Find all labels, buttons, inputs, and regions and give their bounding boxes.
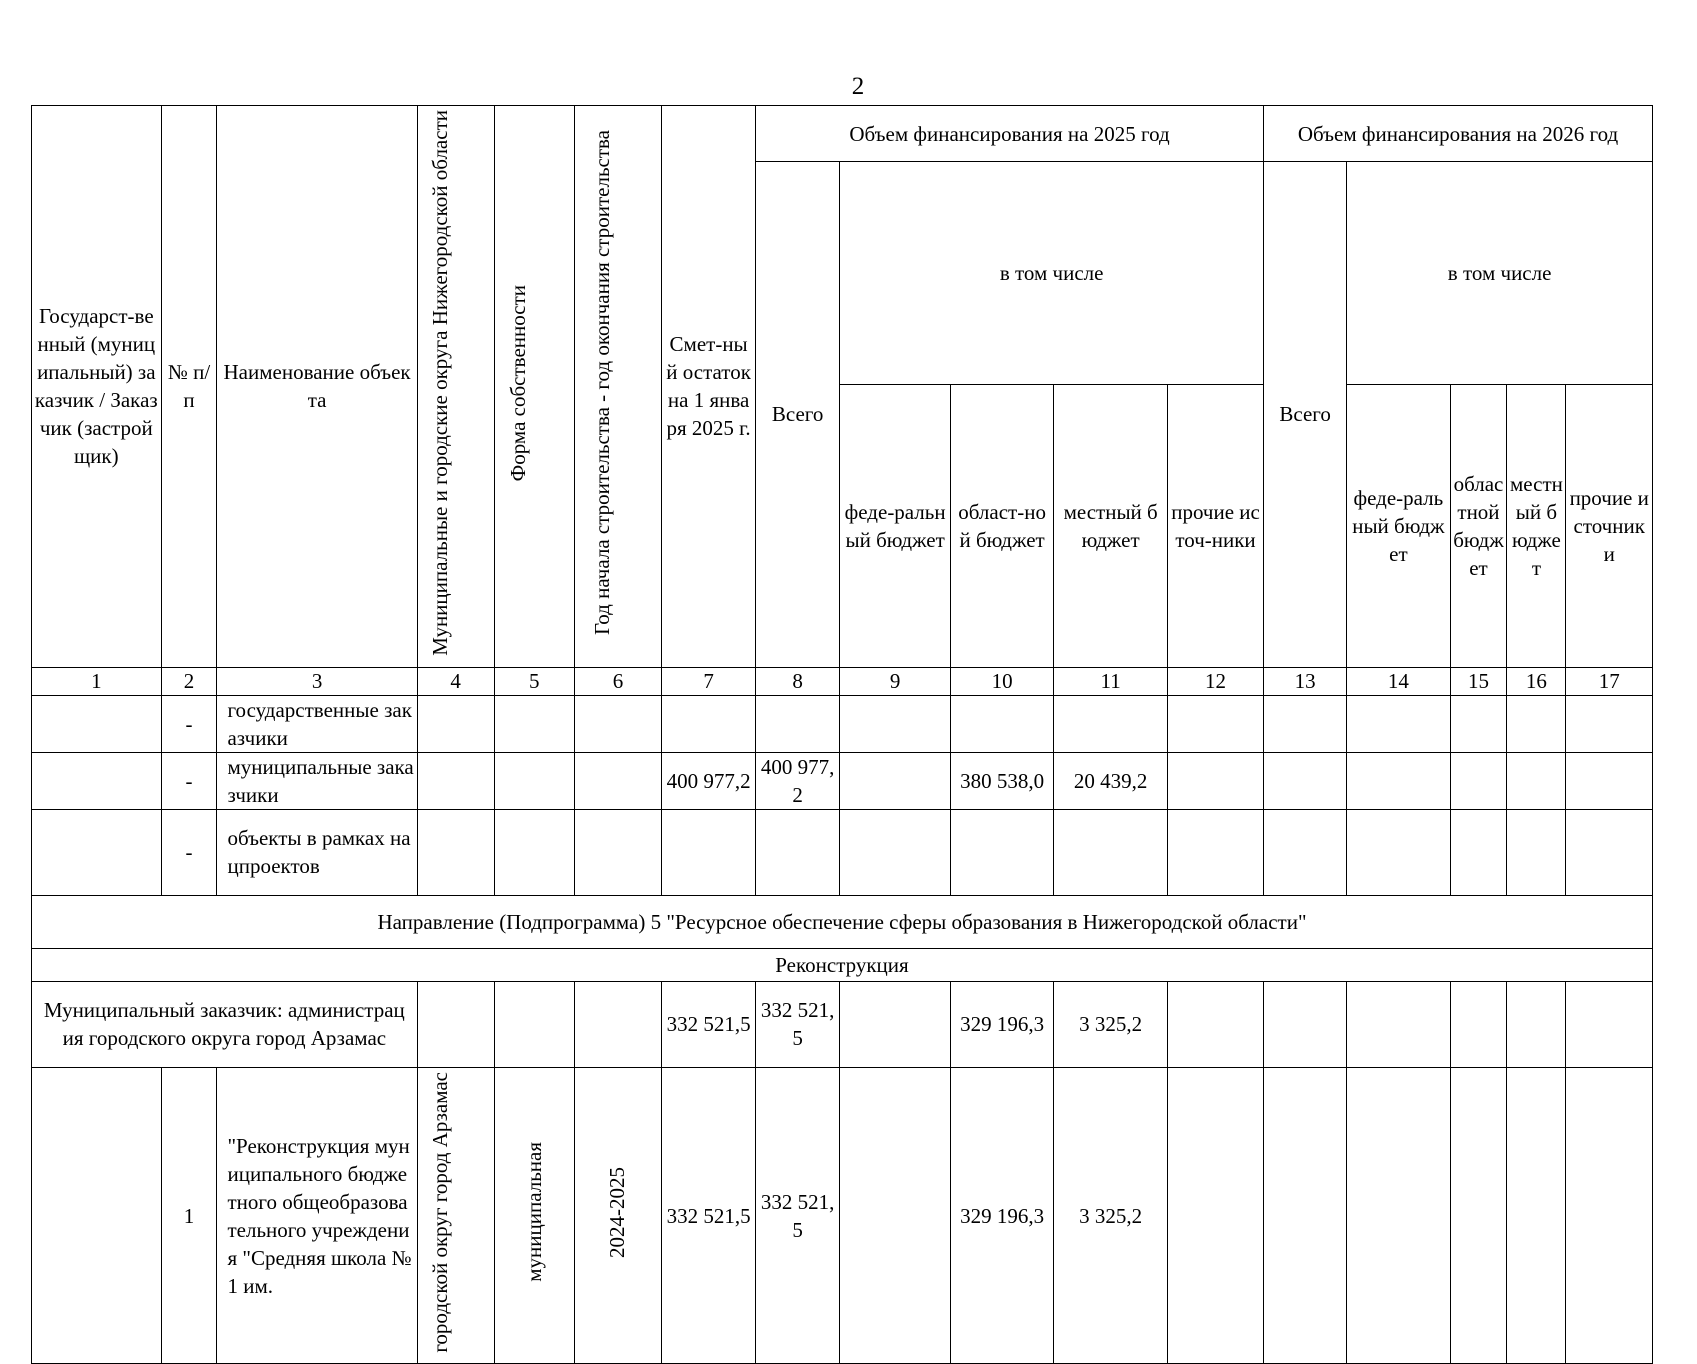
cell-total-2025: 400 977,2 xyxy=(756,752,840,809)
header-regional-2025: област-ной бюджет xyxy=(950,384,1053,667)
object-years: 2024-2025 xyxy=(574,1067,661,1364)
cell-local-2025: 20 439,2 xyxy=(1054,752,1168,809)
column-number: 4 xyxy=(417,667,494,695)
row-name: государственные заказчики xyxy=(217,695,417,752)
object-municipality: городской округ город Арзамас xyxy=(417,1067,494,1364)
column-number: 12 xyxy=(1168,667,1264,695)
row-dash: - xyxy=(161,695,217,752)
object-ownership: муниципальная xyxy=(494,1067,574,1364)
object-index: 1 xyxy=(161,1067,217,1364)
object-name: "Реконструкция муниципального бюджетного общеобразовательного учреждения "Средняя школа № 1 им. xyxy=(217,1067,417,1364)
column-number: 11 xyxy=(1054,667,1168,695)
cell-balance: 332 521,5 xyxy=(662,981,756,1067)
header-balance: Смет-ный остаток на 1 января 2025 г. xyxy=(662,106,756,668)
row-name: муниципальные заказчики xyxy=(217,752,417,809)
investment-program-table xyxy=(31,105,1653,1364)
header-index: № п/п xyxy=(161,106,217,668)
header-total-2025: Всего xyxy=(756,162,840,668)
cell-regional-2025: 329 196,3 xyxy=(950,1067,1053,1364)
page-number: 2 xyxy=(851,73,865,100)
column-number: 14 xyxy=(1347,667,1450,695)
column-number: 1 xyxy=(32,667,162,695)
column-number: 16 xyxy=(1507,667,1566,695)
cell-balance: 400 977,2 xyxy=(662,752,756,809)
header-customer: Государст-венный (муниципальный) заказчик / Заказчик (застройщик) xyxy=(32,106,162,668)
column-number: 13 xyxy=(1263,667,1346,695)
column-number: 9 xyxy=(840,667,951,695)
header-other-2025: прочие источ-ники xyxy=(1168,384,1264,667)
header-ownership: Форма собственности xyxy=(494,106,574,668)
customer-name: Муниципальный заказчик: администрация городского округа город Арзамас xyxy=(32,981,418,1067)
column-number: 6 xyxy=(574,667,661,695)
header-object-name: Наименование объекта xyxy=(217,106,417,668)
header-local-2026: местный бюджет xyxy=(1507,384,1566,667)
section-reconstruction: Реконструкция xyxy=(32,948,1653,981)
cell-regional-2025: 380 538,0 xyxy=(950,752,1053,809)
header-federal-2026: феде-ральный бюджет xyxy=(1347,384,1450,667)
row-name: объекты в рамках нацпроектов xyxy=(217,809,417,895)
header-other-2026: прочие источники xyxy=(1566,384,1653,667)
column-number: 7 xyxy=(662,667,756,695)
row-dash: - xyxy=(161,809,217,895)
column-number: 10 xyxy=(950,667,1053,695)
table-row xyxy=(32,752,1653,809)
column-number: 15 xyxy=(1450,667,1507,695)
header-years: Год начала строительства - год окончания строительства xyxy=(574,106,661,668)
column-number: 5 xyxy=(494,667,574,695)
cell-total-2025: 332 521,5 xyxy=(756,1067,840,1364)
header-local-2025: местный бюджет xyxy=(1054,384,1168,667)
header-financing-2025: Объем финансирования на 2025 год xyxy=(756,106,1264,162)
cell-balance: 332 521,5 xyxy=(662,1067,756,1364)
row-dash: - xyxy=(161,752,217,809)
header-including-2026: в том числе xyxy=(1347,162,1653,385)
table-row xyxy=(32,981,1653,1067)
table-row xyxy=(32,695,1653,752)
column-number: 3 xyxy=(217,667,417,695)
cell-local-2025: 3 325,2 xyxy=(1054,981,1168,1067)
header-federal-2025: феде-ральный бюджет xyxy=(840,384,951,667)
section-direction: Направление (Подпрограмма) 5 "Ресурсное обеспечение сферы образования в Нижегородской области" xyxy=(32,895,1653,948)
cell-regional-2025: 329 196,3 xyxy=(950,981,1053,1067)
column-number: 2 xyxy=(161,667,217,695)
header-including-2025: в том числе xyxy=(840,162,1264,385)
table-row xyxy=(32,1067,1653,1364)
table-row xyxy=(32,809,1653,895)
cell-local-2025: 3 325,2 xyxy=(1054,1067,1168,1364)
header-municipalities: Муниципальные и городские округа Нижегородской области xyxy=(417,106,494,668)
header-total-2026: Всего xyxy=(1263,162,1346,668)
header-financing-2026: Объем финансирования на 2026 год xyxy=(1263,106,1652,162)
column-number: 17 xyxy=(1566,667,1653,695)
column-number: 8 xyxy=(756,667,840,695)
header-regional-2026: областной бюджет xyxy=(1450,384,1507,667)
cell-total-2025: 332 521,5 xyxy=(756,981,840,1067)
